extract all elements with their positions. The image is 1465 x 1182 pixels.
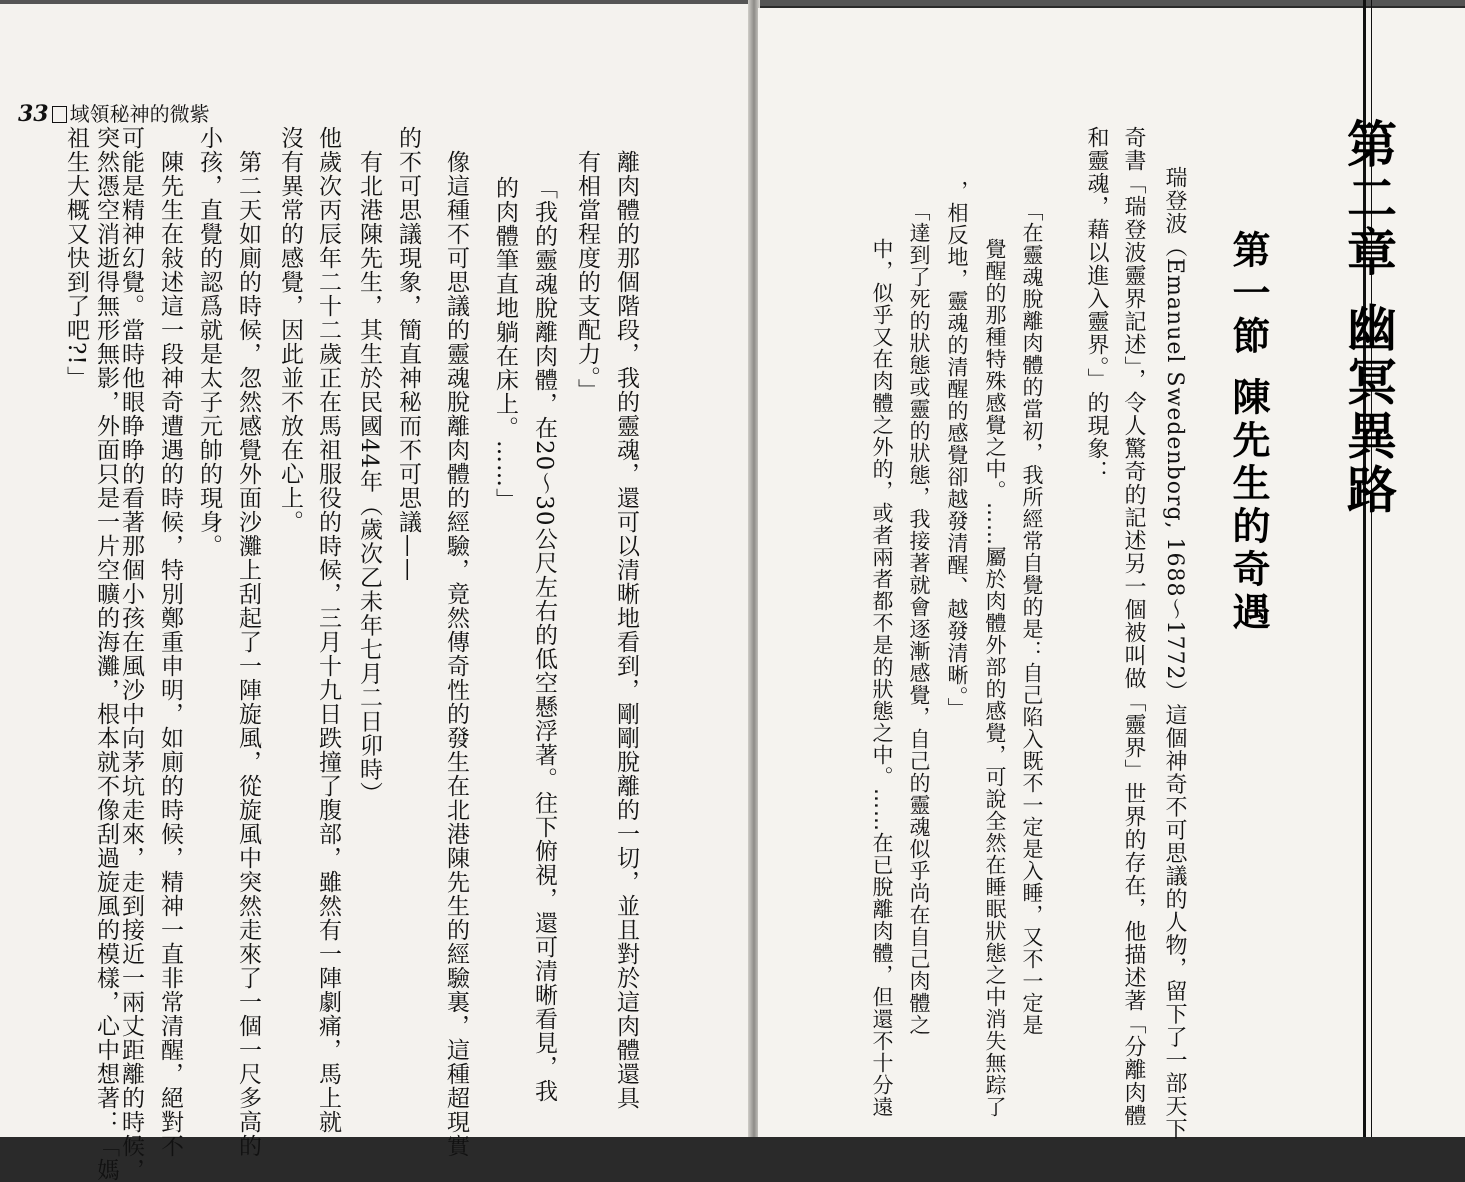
text-column: 沒有異常的感覺，因此並不放在心上。 xyxy=(277,126,303,534)
chapter-title: 第二章 幽冥異路 xyxy=(1339,118,1397,518)
text-column: 第二天如廁的時候，忽然感覺外面沙灘上刮起了一陣旋風，從旋風中突然走來了一個一尺多高的 xyxy=(235,150,261,1158)
text-column: 他歲次丙辰年二十二歲正在馬祖服役的時候，三月十九日跌撞了腹部，雖然有一陣劇痛，馬上就 xyxy=(315,126,341,1134)
quote-column: 覺醒的那種特殊感覺之中。……屬於肉體外部的感覺，可說全然在睡眠狀態之中消失無踪了 xyxy=(983,238,1007,1118)
text-column: 的肉體筆直地躺在床上。……」 xyxy=(492,176,518,512)
running-header xyxy=(18,98,210,127)
text-column: 祖生大概又快到了吧?!」 xyxy=(63,126,89,390)
text-column: 有相當程度的支配力。」 xyxy=(574,150,600,403)
text-column: 離肉體的那個階段，我的靈魂，還可以清晰地看到，剛剛脫離的一切，並且對於這肉體還具 xyxy=(613,150,639,1110)
text-column: 的不可思議現象，簡直神秘而不可思議—— xyxy=(395,126,421,582)
running-title: 域領秘神的微紫 xyxy=(69,102,210,126)
text-column: 奇書「瑞登波靈界記述」，令人驚奇的記述另一個被叫做「靈界」世界的存在，他描述著「分離肉體 xyxy=(1121,126,1146,1127)
quote-column: ，相反地，靈魂的清醒的感覺卻越發清醒、越發清晰。」 xyxy=(945,180,969,720)
text-column: 小孩，直覺的認爲就是太子元帥的現身。 xyxy=(196,126,222,558)
text-column: 可能是精神幻覺。當時他眼睁睁的看著那個小孩在風沙中向茅坑走來，走到接近一兩丈距離的時候， xyxy=(118,126,144,1182)
quote-column: 「達到了死的狀態或靈的狀態，我接著就會逐漸感覺，自己的靈魂似乎尚在自己肉體之 xyxy=(907,200,931,1036)
quote-column: 「在靈魂脫離肉體的當初，我所經常自覺的是：自己陷入既不一定是入睡，又不一定是 xyxy=(1020,200,1044,1036)
quote-column: 中，似乎又在肉體之外的，或者兩者都不是的狀態之中。……在已脫離肉體，但還不十分遠 xyxy=(870,238,894,1118)
text-column: 陳先生在敍述這一段神奇遭遇的時候，特別鄭重申明，如廁的時候，精神一直非常清醒，絕對不 xyxy=(157,150,183,1158)
text-column: 和靈魂，藉以進入靈界。」的現象： xyxy=(1084,126,1109,483)
text-column: 突然憑空消逝得無形無影，外面只是一片空曠的海灘，根本就不像刮過旋風的模樣，心中想著：「媽 xyxy=(93,126,119,1182)
text-column: 瑞登波（Emanuel Swedenborg, 1688～1772）這個神奇不可思議的人物，留下了一部天下 xyxy=(1162,166,1187,1141)
page-number: 33 xyxy=(18,101,49,127)
text-column: 有北港陳先生，其生於民國44年（歲次乙未年七月二日卯時） xyxy=(356,150,382,806)
text-column: 「我的靈魂脫離肉體，在20～30公尺左右的低空懸浮著。往下俯視，還可清晰看見，我 xyxy=(531,176,557,1103)
section-title: 第一節 陳先生的奇遇 xyxy=(1226,230,1270,636)
text-column: 像這種不可思議的靈魂脫離肉體的經驗，竟然傳奇性的發生在北港陳先生的經驗裏，這種超現實 xyxy=(443,150,469,1158)
header-box-icon xyxy=(52,106,67,123)
